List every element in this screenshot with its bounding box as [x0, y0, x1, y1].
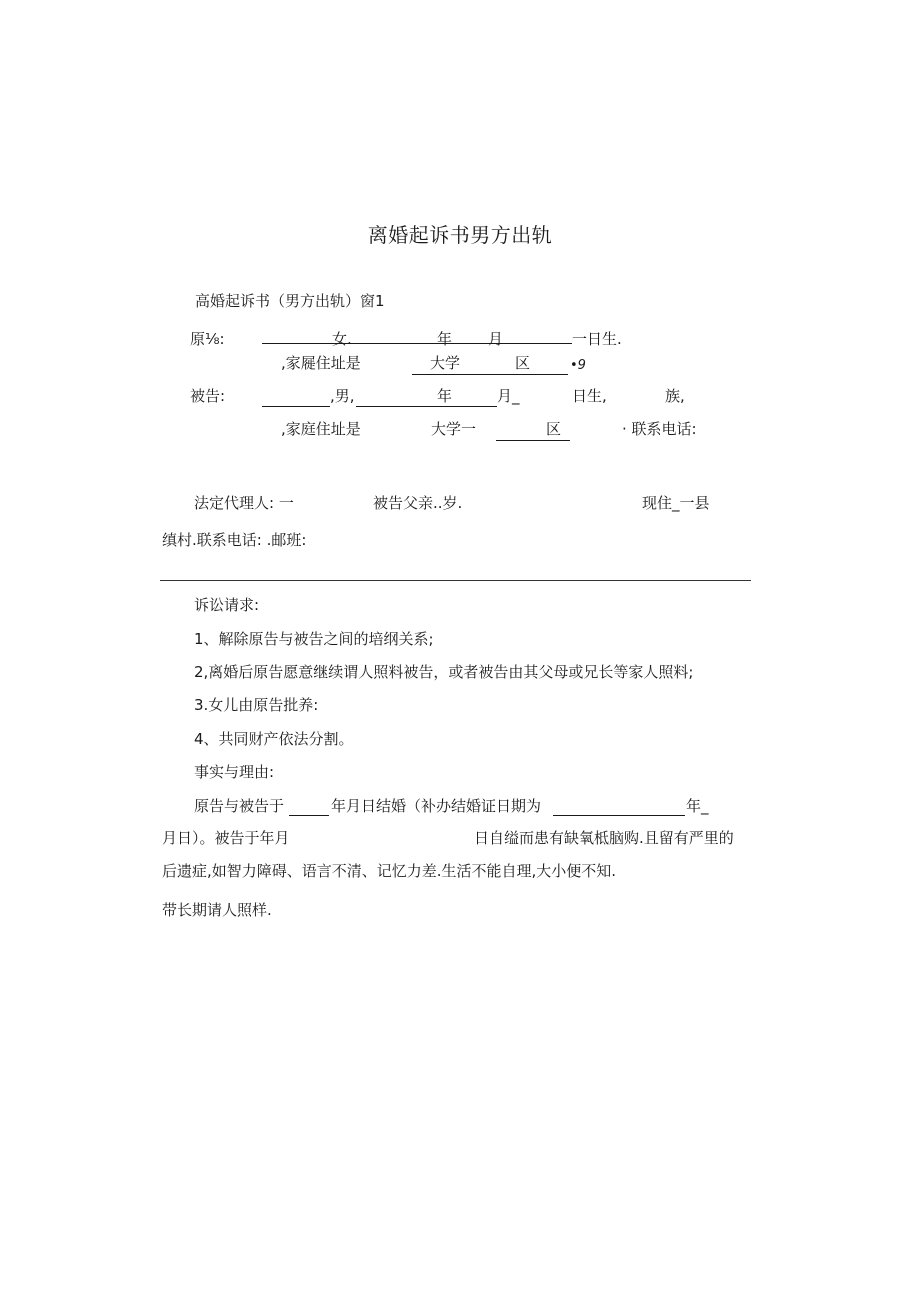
certificate-date-underline [553, 815, 685, 816]
facts-line2-a: 月日）。被告于年月 [162, 829, 290, 847]
defendant-date-underline [356, 406, 497, 407]
plaintiff-address-tail: •9 [570, 358, 586, 373]
facts-line3: 后遗症,如智力障碍、语言不清、记忆力差.生活不能自理,大小便不知. [162, 862, 617, 880]
defendant-gender: ,男, [330, 387, 355, 405]
plaintiff-address-label: ,家屣住址是 [281, 354, 361, 372]
plaintiff-label: 原⅛: [190, 330, 225, 348]
facts-line1-a: 原告与被告于 [194, 797, 285, 815]
plaintiff-gender: 女. [332, 330, 352, 348]
defendant-name-underline [262, 406, 330, 407]
claim-item: 1、解除原告与被告之间的培纲关系; [194, 630, 434, 648]
facts-line1-c: 年_ [686, 797, 709, 815]
agent-contact: 缜村.联系电话: .邮班: [162, 531, 307, 549]
defendant-address-district: 区 [546, 420, 562, 438]
facts-line2-b: 日自缢而患有缺氧柢脑购.且留有严里的 [474, 829, 734, 847]
defendant-year: 年 [437, 387, 453, 405]
defendant-phone-label: · 联系电话: [622, 420, 697, 438]
agent-relation: 被告父亲..岁. [373, 494, 463, 512]
defendant-label: 被告: [190, 387, 226, 405]
plaintiff-month: 月 [488, 330, 504, 348]
agent-residence: 现住_一县 [642, 494, 710, 512]
plaintiff-info-underline [262, 343, 572, 344]
claim-item: 4、共同财产依法分割。 [194, 730, 354, 748]
defendant-born: 日生, [572, 387, 607, 405]
subtitle: 高婚起诉书（男方出轨）窗1 [195, 292, 385, 310]
claims-heading: 诉讼请求: [194, 596, 260, 614]
separator-line [160, 580, 751, 581]
defendant-month: 月_ [497, 387, 520, 405]
plaintiff-born: 一日生. [572, 330, 622, 348]
plaintiff-address-district: 区 [515, 354, 531, 372]
agent-label: 法定代理人: 一 [194, 494, 294, 512]
page-title: 离婚起诉书男方出轨 [367, 223, 553, 247]
defendant-address-label: ,家庭住址是 [281, 420, 361, 438]
facts-line1-b: 年月日结婚（补办结婚证日期为 [331, 797, 542, 815]
defendant-address-mid: 大学一 [431, 420, 477, 438]
defendant-ethnic: 族, [665, 387, 685, 405]
claim-item: 2,离婚后原告愿意继续谓人照料被告，或者被告由其父母或兄长等家人照料; [194, 663, 694, 681]
claim-item: 3.女儿由原告批养: [194, 696, 319, 714]
plaintiff-address-mid: 大学 [430, 354, 461, 372]
marriage-date-underline [289, 815, 329, 816]
facts-line4: 带长期请人照样. [162, 901, 272, 919]
plaintiff-year: 年 [437, 330, 453, 348]
facts-heading: 事实与理由: [194, 763, 275, 781]
plaintiff-address-underline [412, 374, 568, 375]
defendant-district-underline [496, 440, 570, 441]
